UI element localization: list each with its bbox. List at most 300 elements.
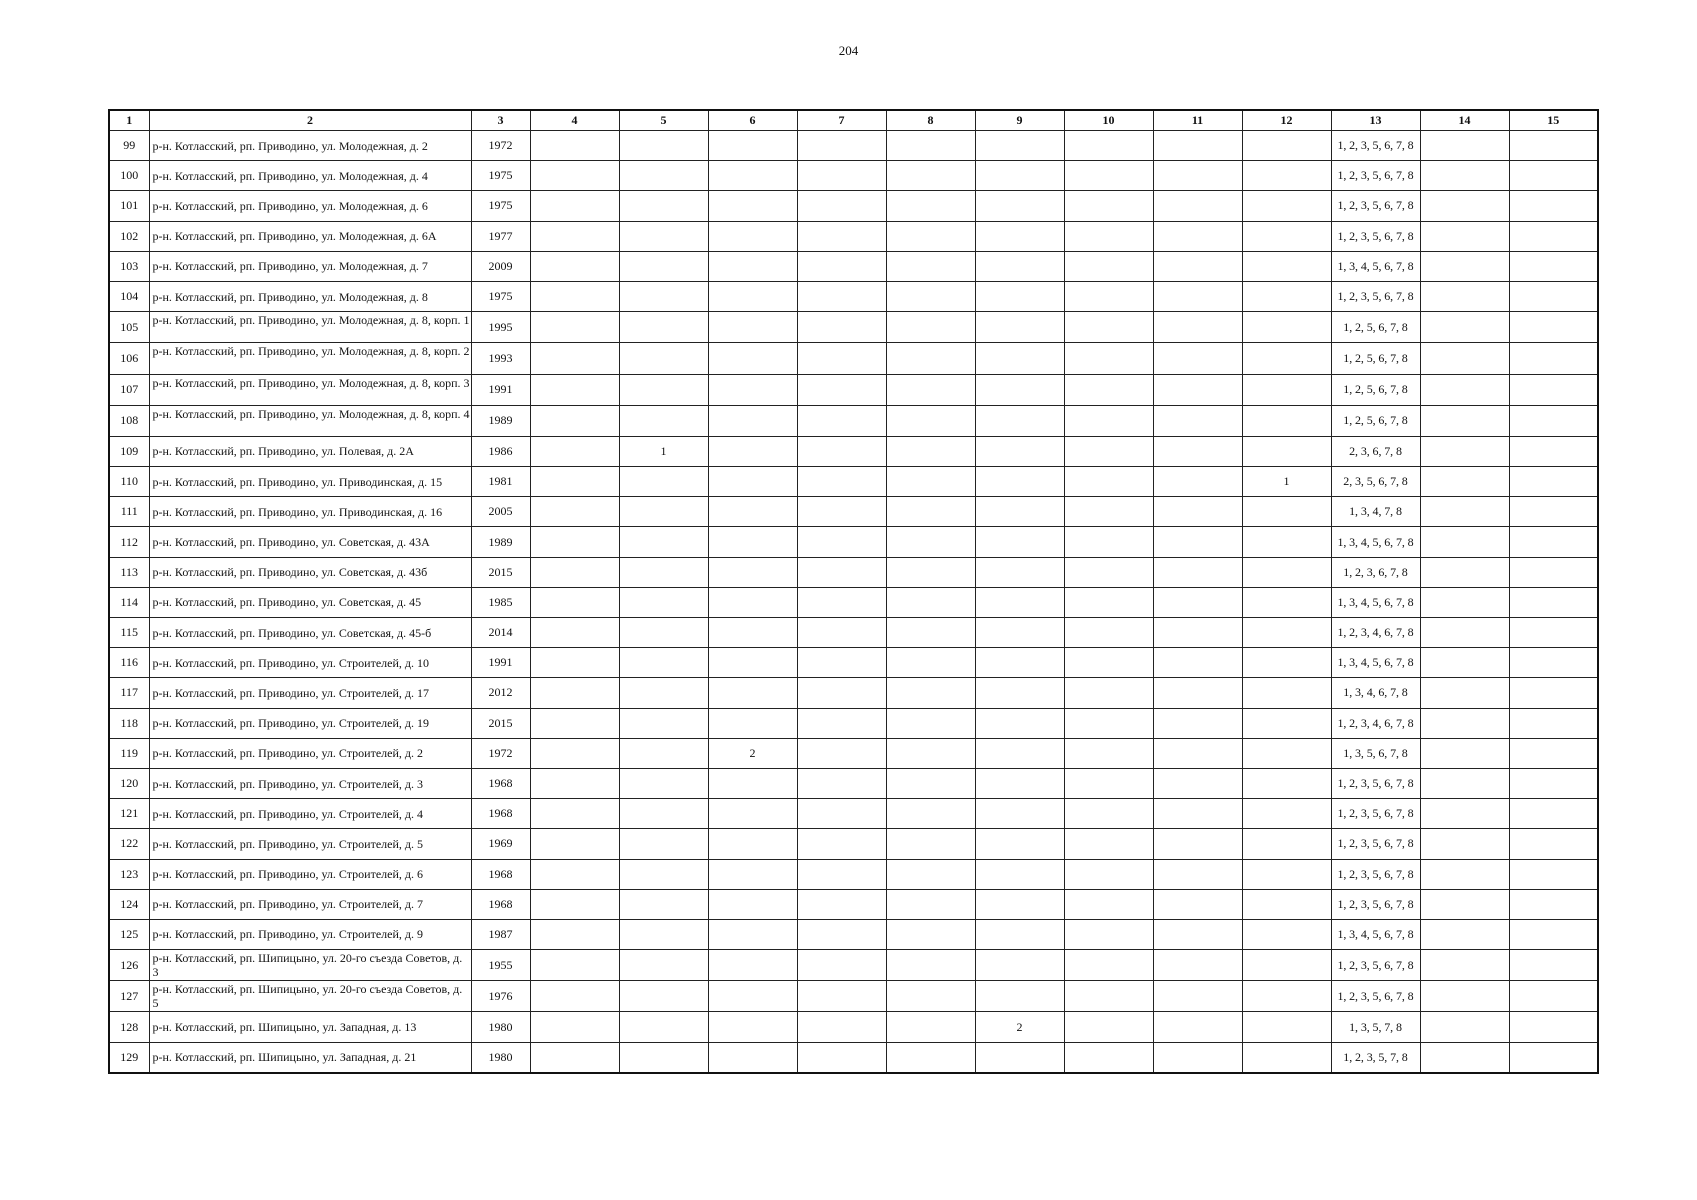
empty-cell (1064, 527, 1153, 557)
empty-cell (1420, 618, 1509, 648)
empty-cell (1420, 405, 1509, 436)
column-12-cell (1242, 405, 1331, 436)
empty-cell (797, 618, 886, 648)
table-row (109, 708, 1598, 738)
empty-cell (1420, 1042, 1509, 1073)
row-number-cell: 106 (109, 343, 149, 374)
empty-cell (530, 161, 619, 191)
column-5-cell (619, 618, 708, 648)
column-header-8: 8 (886, 110, 975, 131)
column-12-cell (1242, 648, 1331, 678)
year-cell: 1975 (471, 191, 530, 221)
empty-cell (1509, 527, 1598, 557)
year-cell: 1991 (471, 648, 530, 678)
empty-cell (530, 131, 619, 161)
address-cell: р-н. Котласский, рп. Приводино, ул. Строителей, д. 19 (149, 708, 471, 738)
address-cell: р-н. Котласский, рп. Приводино, ул. Строителей, д. 6 (149, 859, 471, 889)
empty-cell (797, 768, 886, 798)
column-6-cell (708, 618, 797, 648)
empty-cell (797, 981, 886, 1012)
column-12-cell (1242, 889, 1331, 919)
empty-cell (797, 950, 886, 981)
empty-cell (530, 557, 619, 587)
row-number-cell: 129 (109, 1042, 149, 1073)
column-5-cell: 1 (619, 436, 708, 466)
column-13-cell: 1, 2, 3, 5, 6, 7, 8 (1331, 281, 1420, 311)
empty-cell (886, 738, 975, 768)
empty-cell (886, 829, 975, 859)
empty-cell (797, 799, 886, 829)
column-6-cell (708, 981, 797, 1012)
column-13-cell: 1, 2, 3, 5, 6, 7, 8 (1331, 829, 1420, 859)
column-12-cell (1242, 557, 1331, 587)
year-cell: 1991 (471, 374, 530, 405)
address-cell: р-н. Котласский, рп. Шипицыно, ул. Западная, д. 21 (149, 1042, 471, 1073)
column-13-cell: 1, 3, 4, 5, 6, 7, 8 (1331, 648, 1420, 678)
empty-cell (1420, 191, 1509, 221)
column-13-cell: 1, 2, 3, 4, 6, 7, 8 (1331, 618, 1420, 648)
year-cell: 2014 (471, 618, 530, 648)
empty-cell (1420, 161, 1509, 191)
column-5-cell (619, 889, 708, 919)
row-number-cell: 105 (109, 312, 149, 343)
column-header-14: 14 (1420, 110, 1509, 131)
empty-cell (1153, 191, 1242, 221)
empty-cell (1420, 221, 1509, 251)
empty-cell (797, 648, 886, 678)
empty-cell (1064, 1012, 1153, 1042)
table-row (109, 587, 1598, 617)
empty-cell (886, 950, 975, 981)
row-number-cell: 124 (109, 889, 149, 919)
empty-cell (1153, 859, 1242, 889)
empty-cell (530, 405, 619, 436)
address-cell: р-н. Котласский, рп. Приводино, ул. Молодежная, д. 7 (149, 251, 471, 281)
column-5-cell (619, 738, 708, 768)
empty-cell (1153, 343, 1242, 374)
column-5-cell (619, 312, 708, 343)
row-number-cell: 127 (109, 981, 149, 1012)
row-number-cell: 120 (109, 768, 149, 798)
table-row (109, 436, 1598, 466)
empty-cell (1064, 405, 1153, 436)
column-9-cell (975, 587, 1064, 617)
table-row (109, 768, 1598, 798)
year-cell: 1975 (471, 281, 530, 311)
column-12-cell (1242, 497, 1331, 527)
empty-cell (1064, 919, 1153, 949)
empty-cell (797, 191, 886, 221)
column-6-cell (708, 221, 797, 251)
empty-cell (1064, 161, 1153, 191)
column-5-cell (619, 191, 708, 221)
column-9-cell (975, 312, 1064, 343)
column-header-3: 3 (471, 110, 530, 131)
column-12-cell (1242, 950, 1331, 981)
empty-cell (1153, 497, 1242, 527)
empty-cell (1153, 587, 1242, 617)
empty-cell (530, 708, 619, 738)
address-cell: р-н. Котласский, рп. Приводино, ул. Молодежная, д. 6А (149, 221, 471, 251)
column-5-cell (619, 648, 708, 678)
empty-cell (1153, 131, 1242, 161)
column-5-cell (619, 1042, 708, 1073)
column-9-cell (975, 251, 1064, 281)
column-12-cell (1242, 799, 1331, 829)
empty-cell (1153, 981, 1242, 1012)
empty-cell (1420, 1012, 1509, 1042)
empty-cell (1509, 405, 1598, 436)
table-row (109, 374, 1598, 405)
empty-cell (797, 312, 886, 343)
empty-cell (886, 131, 975, 161)
address-cell: р-н. Котласский, рп. Приводино, ул. Строителей, д. 7 (149, 889, 471, 919)
table-row (109, 131, 1598, 161)
empty-cell (530, 467, 619, 497)
column-5-cell (619, 557, 708, 587)
empty-cell (1509, 708, 1598, 738)
empty-cell (1153, 648, 1242, 678)
column-13-cell: 1, 2, 5, 6, 7, 8 (1331, 374, 1420, 405)
empty-cell (530, 587, 619, 617)
column-9-cell (975, 161, 1064, 191)
empty-cell (1509, 768, 1598, 798)
year-cell: 2015 (471, 557, 530, 587)
column-13-cell: 1, 2, 3, 4, 6, 7, 8 (1331, 708, 1420, 738)
column-9-cell (975, 678, 1064, 708)
column-9-cell (975, 436, 1064, 466)
column-header-5: 5 (619, 110, 708, 131)
table-row (109, 527, 1598, 557)
column-9-cell (975, 919, 1064, 949)
year-cell: 1989 (471, 527, 530, 557)
column-12-cell: 1 (1242, 467, 1331, 497)
empty-cell (886, 161, 975, 191)
table-row (109, 1042, 1598, 1073)
address-cell: р-н. Котласский, рп. Приводино, ул. Строителей, д. 2 (149, 738, 471, 768)
empty-cell (797, 251, 886, 281)
column-13-cell: 1, 2, 3, 5, 6, 7, 8 (1331, 889, 1420, 919)
column-13-cell: 1, 2, 3, 5, 6, 7, 8 (1331, 950, 1420, 981)
empty-cell (1153, 312, 1242, 343)
column-13-cell: 1, 2, 3, 5, 6, 7, 8 (1331, 131, 1420, 161)
empty-cell (1509, 251, 1598, 281)
column-12-cell (1242, 374, 1331, 405)
year-cell: 1980 (471, 1012, 530, 1042)
column-13-cell: 1, 3, 4, 5, 6, 7, 8 (1331, 527, 1420, 557)
empty-cell (530, 436, 619, 466)
empty-cell (797, 859, 886, 889)
data-table (108, 109, 1599, 1074)
column-12-cell (1242, 161, 1331, 191)
empty-cell (1064, 281, 1153, 311)
column-13-cell: 1, 2, 5, 6, 7, 8 (1331, 343, 1420, 374)
year-cell: 1972 (471, 131, 530, 161)
column-6-cell (708, 648, 797, 678)
empty-cell (1153, 1042, 1242, 1073)
column-12-cell (1242, 436, 1331, 466)
empty-cell (1509, 131, 1598, 161)
empty-cell (797, 1042, 886, 1073)
column-9-cell (975, 131, 1064, 161)
column-12-cell (1242, 829, 1331, 859)
column-9-cell (975, 191, 1064, 221)
table-row (109, 191, 1598, 221)
address-cell: р-н. Котласский, рп. Приводино, ул. Строителей, д. 9 (149, 919, 471, 949)
column-6-cell (708, 343, 797, 374)
column-9-cell (975, 405, 1064, 436)
row-number-cell: 99 (109, 131, 149, 161)
column-6-cell (708, 527, 797, 557)
empty-cell (886, 981, 975, 1012)
column-13-cell: 1, 2, 3, 5, 7, 8 (1331, 1042, 1420, 1073)
column-6-cell (708, 436, 797, 466)
empty-cell (1153, 374, 1242, 405)
address-cell: р-н. Котласский, рп. Приводино, ул. Молодежная, д. 8, корп. 1 (149, 312, 471, 343)
empty-cell (1509, 799, 1598, 829)
empty-cell (1420, 312, 1509, 343)
column-9-cell (975, 950, 1064, 981)
year-cell: 1993 (471, 343, 530, 374)
column-6-cell (708, 161, 797, 191)
table-row (109, 1012, 1598, 1042)
empty-cell (1064, 799, 1153, 829)
empty-cell (530, 950, 619, 981)
empty-cell (1153, 738, 1242, 768)
empty-cell (1153, 161, 1242, 191)
empty-cell (1509, 950, 1598, 981)
empty-cell (886, 557, 975, 587)
table-row (109, 981, 1598, 1012)
year-cell: 1977 (471, 221, 530, 251)
empty-cell (1153, 678, 1242, 708)
empty-cell (797, 738, 886, 768)
empty-cell (797, 221, 886, 251)
column-5-cell (619, 708, 708, 738)
empty-cell (1509, 343, 1598, 374)
table-row (109, 829, 1598, 859)
address-cell: р-н. Котласский, рп. Приводино, ул. Советская, д. 43б (149, 557, 471, 587)
address-cell: р-н. Котласский, рп. Приводино, ул. Строителей, д. 4 (149, 799, 471, 829)
column-6-cell (708, 859, 797, 889)
column-12-cell (1242, 251, 1331, 281)
empty-cell (1153, 618, 1242, 648)
empty-cell (1420, 648, 1509, 678)
empty-cell (1509, 919, 1598, 949)
column-13-cell: 1, 2, 5, 6, 7, 8 (1331, 405, 1420, 436)
table-row (109, 919, 1598, 949)
empty-cell (1509, 436, 1598, 466)
table-row (109, 799, 1598, 829)
empty-cell (886, 281, 975, 311)
address-cell: р-н. Котласский, рп. Приводино, ул. Строителей, д. 5 (149, 829, 471, 859)
row-number-cell: 125 (109, 919, 149, 949)
empty-cell (530, 859, 619, 889)
column-6-cell (708, 251, 797, 281)
year-cell: 1985 (471, 587, 530, 617)
column-6-cell: 2 (708, 738, 797, 768)
empty-cell (1509, 738, 1598, 768)
empty-cell (1153, 467, 1242, 497)
column-6-cell (708, 497, 797, 527)
column-6-cell (708, 557, 797, 587)
column-5-cell (619, 221, 708, 251)
empty-cell (797, 374, 886, 405)
column-9-cell (975, 738, 1064, 768)
column-6-cell (708, 467, 797, 497)
column-9-cell (975, 859, 1064, 889)
empty-cell (1420, 919, 1509, 949)
column-9-cell (975, 343, 1064, 374)
empty-cell (886, 312, 975, 343)
empty-cell (797, 343, 886, 374)
empty-cell (797, 497, 886, 527)
address-cell: р-н. Котласский, рп. Шипицыно, ул. 20-го съезда Советов, д. 5 (149, 981, 471, 1012)
row-number-cell: 121 (109, 799, 149, 829)
column-12-cell (1242, 587, 1331, 617)
empty-cell (1509, 981, 1598, 1012)
column-12-cell (1242, 919, 1331, 949)
table-row (109, 467, 1598, 497)
year-cell: 2005 (471, 497, 530, 527)
column-5-cell (619, 950, 708, 981)
column-13-cell: 1, 2, 3, 6, 7, 8 (1331, 557, 1420, 587)
row-number-cell: 102 (109, 221, 149, 251)
empty-cell (1509, 467, 1598, 497)
column-12-cell (1242, 738, 1331, 768)
column-5-cell (619, 859, 708, 889)
address-cell: р-н. Котласский, рп. Шипицыно, ул. 20-го съезда Советов, д. 3 (149, 950, 471, 981)
empty-cell (886, 374, 975, 405)
column-5-cell (619, 131, 708, 161)
row-number-cell: 123 (109, 859, 149, 889)
column-5-cell (619, 281, 708, 311)
column-6-cell (708, 281, 797, 311)
year-cell: 2015 (471, 708, 530, 738)
row-number-cell: 112 (109, 527, 149, 557)
empty-cell (1064, 374, 1153, 405)
empty-cell (530, 191, 619, 221)
column-5-cell (619, 405, 708, 436)
table-row (109, 312, 1598, 343)
empty-cell (1153, 557, 1242, 587)
address-cell: р-н. Котласский, рп. Приводино, ул. Советская, д. 45 (149, 587, 471, 617)
empty-cell (1420, 374, 1509, 405)
address-cell: р-н. Котласский, рп. Приводино, ул. Молодежная, д. 4 (149, 161, 471, 191)
row-number-cell: 119 (109, 738, 149, 768)
empty-cell (1064, 889, 1153, 919)
table-row (109, 557, 1598, 587)
column-6-cell (708, 587, 797, 617)
empty-cell (530, 312, 619, 343)
empty-cell (797, 281, 886, 311)
empty-cell (1509, 557, 1598, 587)
empty-cell (797, 405, 886, 436)
column-header-1: 1 (109, 110, 149, 131)
column-9-cell (975, 648, 1064, 678)
column-header-9: 9 (975, 110, 1064, 131)
column-5-cell (619, 829, 708, 859)
empty-cell (1420, 738, 1509, 768)
header-row (109, 110, 1598, 131)
column-12-cell (1242, 859, 1331, 889)
empty-cell (886, 251, 975, 281)
row-number-cell: 117 (109, 678, 149, 708)
empty-cell (1153, 251, 1242, 281)
empty-cell (1153, 221, 1242, 251)
empty-cell (886, 343, 975, 374)
table-row (109, 678, 1598, 708)
empty-cell (797, 587, 886, 617)
column-9-cell (975, 374, 1064, 405)
empty-cell (1420, 859, 1509, 889)
column-13-cell: 1, 2, 3, 5, 6, 7, 8 (1331, 768, 1420, 798)
year-cell: 2012 (471, 678, 530, 708)
empty-cell (1064, 950, 1153, 981)
empty-cell (1064, 251, 1153, 281)
table-row (109, 950, 1598, 981)
empty-cell (1064, 768, 1153, 798)
table-row (109, 648, 1598, 678)
column-5-cell (619, 467, 708, 497)
year-cell: 1995 (471, 312, 530, 343)
column-13-cell: 1, 2, 3, 5, 6, 7, 8 (1331, 161, 1420, 191)
empty-cell (886, 587, 975, 617)
empty-cell (1064, 1042, 1153, 1073)
column-12-cell (1242, 1012, 1331, 1042)
column-5-cell (619, 799, 708, 829)
column-9-cell (975, 281, 1064, 311)
row-number-cell: 101 (109, 191, 149, 221)
table-row (109, 221, 1598, 251)
column-5-cell (619, 374, 708, 405)
table-row (109, 251, 1598, 281)
column-9-cell (975, 618, 1064, 648)
empty-cell (530, 678, 619, 708)
address-cell: р-н. Котласский, рп. Приводино, ул. Строителей, д. 10 (149, 648, 471, 678)
column-9-cell (975, 467, 1064, 497)
column-5-cell (619, 981, 708, 1012)
column-header-2: 2 (149, 110, 471, 131)
empty-cell (1509, 221, 1598, 251)
empty-cell (1420, 799, 1509, 829)
empty-cell (797, 889, 886, 919)
empty-cell (1153, 768, 1242, 798)
column-5-cell (619, 919, 708, 949)
column-5-cell (619, 343, 708, 374)
column-header-10: 10 (1064, 110, 1153, 131)
table-body (109, 131, 1598, 1073)
empty-cell (886, 648, 975, 678)
row-number-cell: 109 (109, 436, 149, 466)
column-13-cell: 1, 2, 3, 5, 6, 7, 8 (1331, 859, 1420, 889)
address-cell: р-н. Котласский, рп. Приводино, ул. Молодежная, д. 2 (149, 131, 471, 161)
empty-cell (1420, 281, 1509, 311)
empty-cell (1153, 281, 1242, 311)
column-13-cell: 1, 3, 4, 7, 8 (1331, 497, 1420, 527)
empty-cell (530, 648, 619, 678)
empty-cell (530, 768, 619, 798)
column-5-cell (619, 161, 708, 191)
empty-cell (797, 919, 886, 949)
address-cell: р-н. Котласский, рп. Приводино, ул. Молодежная, д. 8, корп. 2 (149, 343, 471, 374)
column-6-cell (708, 768, 797, 798)
address-cell: р-н. Котласский, рп. Приводино, ул. Приводинская, д. 16 (149, 497, 471, 527)
empty-cell (1420, 950, 1509, 981)
table-row (109, 281, 1598, 311)
column-6-cell (708, 1042, 797, 1073)
column-13-cell: 1, 2, 3, 5, 6, 7, 8 (1331, 981, 1420, 1012)
